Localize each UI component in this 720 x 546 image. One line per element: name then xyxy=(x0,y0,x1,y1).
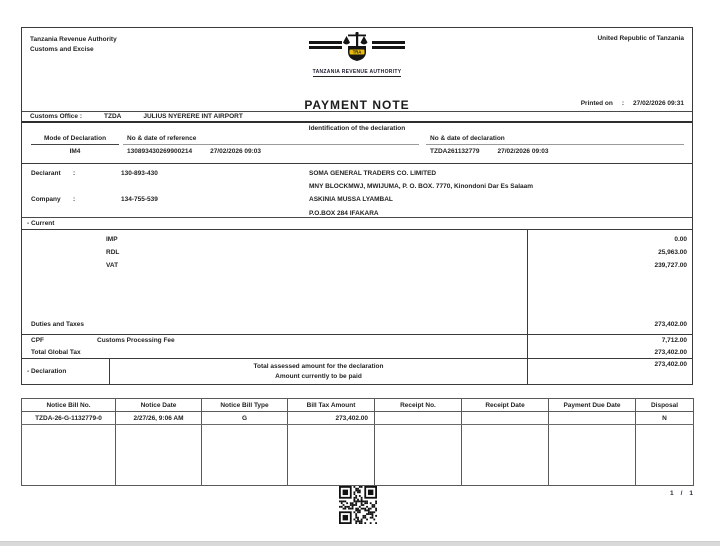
printed-on-value: 27/02/2026 09:31 xyxy=(633,100,684,107)
declarant-address: MNY BLOCKMWJ, MWIJUMA, P. O. BOX. 7770, Kinondoni Dar Es Salaam xyxy=(309,183,534,191)
current-section-label: - Current xyxy=(22,217,692,229)
col-header-notice-date: Notice Date xyxy=(116,399,202,412)
col-header-bill-tax-amount: Bill Tax Amount xyxy=(288,399,375,412)
printed-on-line xyxy=(581,100,684,107)
company-colon: : xyxy=(73,196,76,204)
tax-amount: 239,727.00 xyxy=(654,262,687,269)
cell-payment-due-date xyxy=(549,412,636,425)
col-header-receipt-date: Receipt Date xyxy=(462,399,549,412)
declaration-number-label: No & date of declaration xyxy=(426,135,684,145)
duties-and-taxes-box xyxy=(22,229,692,335)
total-global-tax-label: Total Global Tax xyxy=(31,349,81,356)
identification-section xyxy=(22,123,692,164)
identification-title: Identification of the declaration xyxy=(308,125,406,132)
reference-label: No & date of reference xyxy=(123,135,419,145)
cell-bill-tax-amount: 273,402.00 xyxy=(288,412,375,425)
company-id: 134-755-539 xyxy=(121,196,158,204)
reference-date: 27/02/2026 09:03 xyxy=(210,147,262,155)
tax-amount: 0.00 xyxy=(674,236,687,243)
cell-notice-date: 2/27/26, 9:06 AM xyxy=(116,412,202,425)
total-global-tax-amount: 273,402.00 xyxy=(654,349,687,356)
amount-to-pay-label: Amount currently to be paid xyxy=(275,373,362,381)
qr-code xyxy=(339,486,377,524)
cpf-label: Customs Processing Fee xyxy=(97,337,175,344)
notice-table-empty-row xyxy=(22,425,694,486)
logo-caption: TANZANIA REVENUE AUTHORITY xyxy=(312,69,402,75)
declaration-number: TZDA261132779 xyxy=(430,147,480,155)
org-name: Tanzania Revenue Authority xyxy=(30,36,117,43)
cpf-section xyxy=(22,335,692,359)
col-header-disposal: Disposal xyxy=(636,399,694,412)
page-title: PAYMENT NOTE xyxy=(304,98,410,112)
page-total: 1 xyxy=(689,490,693,497)
window-bottom-edge xyxy=(0,541,720,546)
cell-disposal: N xyxy=(636,412,694,425)
declarant-colon: : xyxy=(73,170,76,177)
customs-office-row xyxy=(22,111,692,123)
cpf-amounts-column xyxy=(527,335,692,358)
page-number xyxy=(670,490,693,497)
duties-and-taxes-label: Duties and Taxes xyxy=(31,321,84,328)
declarant-label: Declarant xyxy=(31,170,61,177)
mode-of-declaration-column xyxy=(31,135,119,155)
declarant-name: SOMA GENERAL TRADERS CO. LIMITED xyxy=(309,170,437,177)
tax-code: IMP xyxy=(106,236,118,243)
customs-office-label: Customs Office : xyxy=(30,113,83,120)
col-header-receipt-no: Receipt No. xyxy=(375,399,462,412)
col-header-notice-bill-type: Notice Bill Type xyxy=(202,399,288,412)
declaration-section-label: - Declaration xyxy=(22,359,110,384)
cell-notice-bill-no: TZDA-26-G-1132779-0 xyxy=(22,412,116,425)
mode-of-declaration-value: IM4 xyxy=(69,147,81,155)
cpf-code: CPF xyxy=(31,337,44,344)
cell-notice-bill-type: G xyxy=(202,412,288,425)
assessed-amount-value: 273,402.00 xyxy=(654,361,687,368)
cpf-amount: 7,712.00 xyxy=(661,337,687,344)
reference-number: 130893430269900214 xyxy=(127,147,193,155)
reference-column xyxy=(123,135,419,155)
company-label-cell xyxy=(31,193,121,206)
notice-bill-table xyxy=(21,398,694,486)
notice-table-header-row xyxy=(22,399,694,412)
col-header-payment-due-date: Payment Due Date xyxy=(549,399,636,412)
assessed-amount-label: Total assessed amount for the declaration xyxy=(253,362,384,370)
logo-tra-text: TRA xyxy=(352,49,362,55)
tra-scales-logo-icon xyxy=(309,32,405,68)
printed-on-colon: : xyxy=(621,100,625,107)
country-label: United Republic of Tanzania xyxy=(597,35,684,42)
page-current: 1 xyxy=(669,490,674,497)
declarant-label-cell xyxy=(31,167,121,180)
customs-office-code: TZDA xyxy=(104,113,122,120)
printed-on-label: Printed on xyxy=(580,100,613,107)
parties-section xyxy=(22,164,692,217)
declaration-date: 27/02/2026 09:03 xyxy=(497,147,549,155)
declarant-id: 130-893-430 xyxy=(121,170,158,177)
declaration-summary-section xyxy=(22,359,692,384)
document-body xyxy=(21,27,693,385)
company-address: P.O.BOX 284 IFAKARA xyxy=(309,209,379,217)
tax-amounts-column xyxy=(527,230,692,334)
org-department: Customs and Excise xyxy=(30,45,94,53)
tax-code: RDL xyxy=(106,249,120,256)
declaration-number-column xyxy=(426,135,684,155)
page-separator: / xyxy=(680,490,683,497)
company-name: ASKINIA MUSSA LYAMBAL xyxy=(309,196,393,204)
tra-logo-block xyxy=(22,32,692,77)
cell-receipt-no xyxy=(375,412,462,425)
cell-receipt-date xyxy=(462,412,549,425)
customs-office-name: JULIUS NYERERE INT AIRPORT xyxy=(143,113,243,120)
company-label: Company xyxy=(31,196,61,204)
col-header-notice-bill-no: Notice Bill No. xyxy=(22,399,116,412)
tax-code: VAT xyxy=(106,262,119,269)
notice-table-row xyxy=(22,412,694,425)
document-header xyxy=(22,28,692,111)
duties-and-taxes-total: 273,402.00 xyxy=(654,321,687,328)
tax-codes-column xyxy=(22,230,527,334)
tax-amount: 25,963.00 xyxy=(658,249,687,256)
mode-of-declaration-label: Mode of Declaration xyxy=(31,135,119,145)
